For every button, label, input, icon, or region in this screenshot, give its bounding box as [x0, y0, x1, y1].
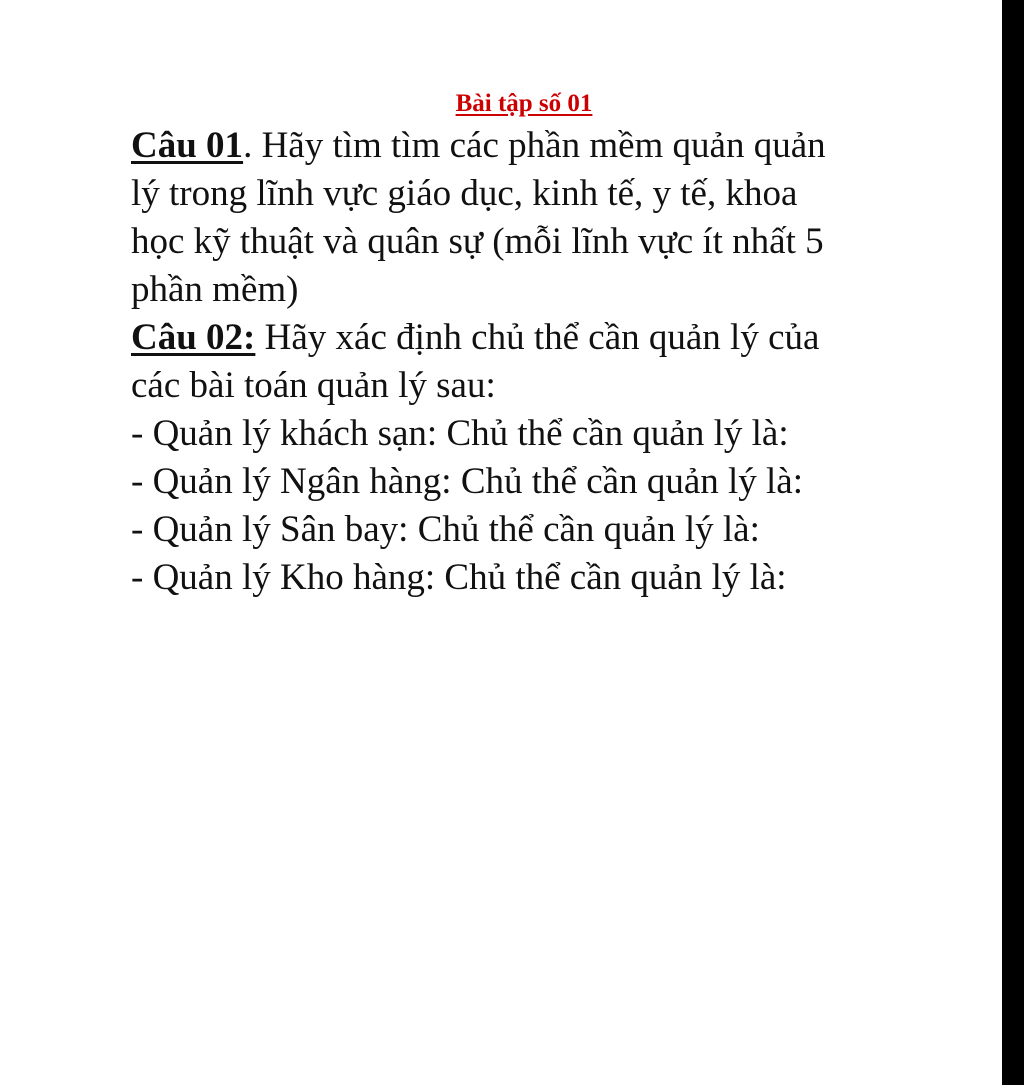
question-02-line-2: các bài toán quản lý sau: — [131, 365, 496, 406]
exercise-title: Bài tập số 01 — [455, 90, 593, 117]
question-02-line-1 — [131, 314, 921, 362]
question-01-line-3: học kỹ thuật và quân sự (mỗi lĩnh vực ít nhất 5 — [131, 221, 824, 262]
exercise-document — [131, 82, 921, 602]
list-item-warehouse: - Quản lý Kho hàng: Chủ thể cần quản lý là: — [131, 557, 787, 598]
list-item-hotel: - Quản lý khách sạn: Chủ thể cần quản lý là: — [131, 413, 789, 454]
list-item-airport: - Quản lý Sân bay: Chủ thể cần quản lý là: — [131, 509, 760, 550]
question-01-label: Câu 01 — [131, 125, 244, 166]
question-01-line-2: lý trong lĩnh vực giáo dục, kinh tế, y tế, khoa — [131, 173, 798, 214]
question-01-text: Hãy tìm tìm các phần mềm quản quản — [252, 125, 826, 166]
question-01-label-suffix: . — [243, 125, 253, 166]
question-01-line-4: phần mềm) — [131, 269, 299, 310]
list-item-bank: - Quản lý Ngân hàng: Chủ thể cần quản lý là: — [131, 461, 803, 502]
question-02-text: Hãy xác định chủ thể cần quản lý của — [255, 317, 820, 358]
question-02-label: Câu 02: — [131, 317, 256, 358]
question-01-line-1 — [131, 122, 921, 170]
right-edge-bar — [1002, 0, 1024, 1085]
